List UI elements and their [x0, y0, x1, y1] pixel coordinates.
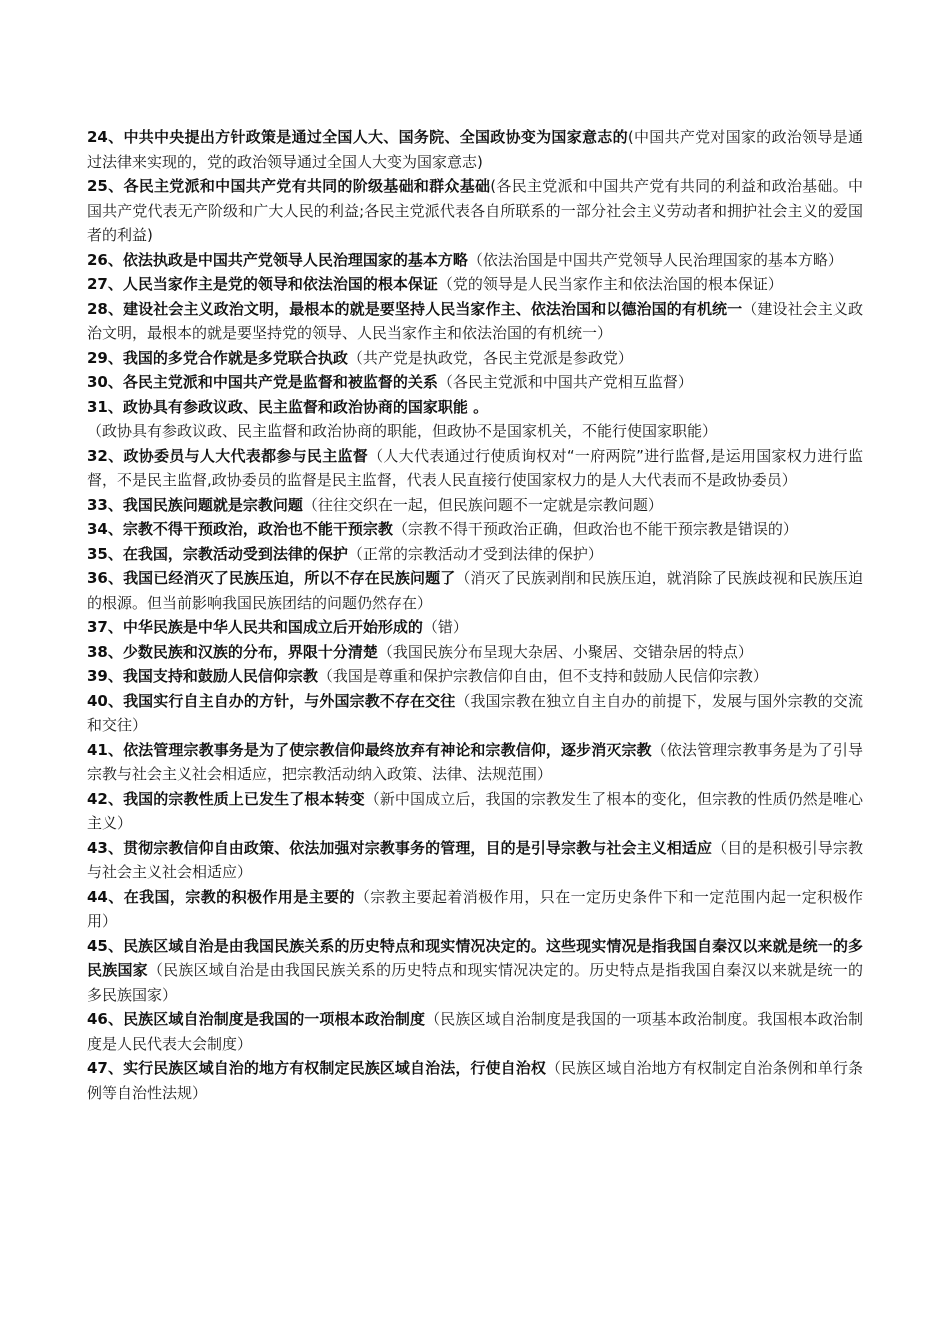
statement: 40、我国实行自主自办的方针，与外国宗教不存在交往: [87, 691, 456, 710]
correction-note: （民族区域自治是由我国民族关系的历史特点和现实情况决定的。历史特点是指我国自秦汉以来就是统一的多民族国家）: [87, 961, 863, 1004]
statement: 38、少数民族和汉族的分布，界限十分清楚: [87, 642, 378, 661]
correction-note: （党的领导是人民当家作主和依法治国的根本保证）: [437, 275, 783, 293]
statement: 37、中华民族是中华人民共和国成立后开始形成的: [87, 618, 423, 636]
list-item: [87, 444, 863, 493]
statement: 33、我国民族问题就是宗教问题: [87, 495, 303, 514]
correction-note: （建设社会主义政治文明，最根本的就是要坚持党的领导、人民当家作主和依法治国的有机统一）: [87, 299, 863, 342]
list-item: [87, 615, 863, 640]
statement: 44、在我国，宗教的积极作用是主要的: [87, 887, 355, 906]
correction-note-line: （政协具有参政议政、民主监督和政治协商的职能，但政协不是国家机关，不能行使国家职能）: [87, 422, 718, 440]
list-item: [87, 934, 863, 1008]
correction-note: （民族区域自治地方有权制定自治条例和单行条例等自治性法规）: [87, 1059, 863, 1102]
statement: 35、在我国，宗教活动受到法律的保护: [87, 544, 348, 563]
list-item: [87, 787, 863, 836]
correction-note: (各民主党派和中国共产党有共同的利益和政治基础。中国共产党代表无产阶级和广大人民的利益;各民主党派代表各自所联系的一部分社会主义劳动者和拥护社会主义的爱国者的利益): [87, 177, 863, 244]
correction-note: （我国是尊重和保护宗教信仰自由，但不支持和鼓励人民信仰宗教）: [317, 667, 768, 685]
statement: 39、我国支持和鼓励人民信仰宗教: [87, 667, 318, 685]
statement: 25、各民主党派和中国共产党有共同的阶级基础和群众基础: [87, 177, 491, 195]
list-item: [87, 370, 863, 395]
correction-note: （依法治国是中国共产党领导人民治理国家的基本方略）: [467, 250, 843, 269]
correction-note: （依法管理宗教事务是为了引导宗教与社会主义社会相适应，把宗教活动纳入政策、法律、法规范围）: [87, 740, 863, 783]
list-item: [87, 640, 863, 665]
list-item: [87, 493, 863, 518]
list-item: [87, 1007, 863, 1056]
correction-note: （往往交织在一起，但民族问题不一定就是宗教问题）: [302, 495, 663, 514]
list-item: [87, 542, 863, 567]
statement: 29、我国的多党合作就是多党联合执政: [87, 348, 348, 367]
list-item: [87, 174, 863, 248]
statement: 42、我国的宗教性质上已发生了根本转变: [87, 789, 365, 808]
statement: 28、建设社会主义政治文明，最根本的就是要坚持人民当家作主、依法治国和以德治国的有机统一: [87, 299, 743, 318]
statement: 32、政协委员与人大代表都参与民主监督: [87, 446, 369, 465]
correction-note: （共产党是执政党，各民主党派是参政党）: [347, 348, 633, 367]
statement: 41、依法管理宗教事务是为了使宗教信仰最终放弃有神论和宗教信仰，逐步消灭宗教: [87, 740, 652, 759]
statement: 26、依法执政是中国共产党领导人民治理国家的基本方略: [87, 250, 468, 269]
list-item: [87, 517, 863, 542]
list-item: [87, 346, 863, 371]
correction-note: (中国共产党对国家的政治领导是通过法律来实现的，党的政治领导通过全国人大变为国家意志): [87, 128, 863, 171]
correction-note: （我国宗教在独立自主自办的前提下，发展与国外宗教的交流和交往）: [87, 691, 863, 734]
list-item: [87, 297, 863, 346]
correction-note: （宗教不得干预政治正确，但政治也不能干预宗教是错误的）: [392, 520, 798, 538]
list-item: [87, 248, 863, 273]
statement: 24、中共中央提出方针政策是通过全国人大、国务院、全国政协变为国家意志的: [87, 128, 628, 146]
statement: 34、宗教不得干预政治，政治也不能干预宗教: [87, 520, 393, 538]
statement: 43、贯彻宗教信仰自由政策、依法加强对宗教事务的管理，目的是引导宗教与社会主义相适应: [87, 838, 713, 857]
correction-note: （消灭了民族剥削和民族压迫，就消除了民族歧视和民族压迫的根源。但当前影响我国民族团结的问题仍然存在）: [87, 569, 863, 612]
correction-note: （我国民族分布呈现大杂居、小聚居、交错杂居的特点）: [377, 642, 753, 661]
correction-note: （正常的宗教活动才受到法律的保护）: [347, 544, 603, 563]
correction-note: （各民主党派和中国共产党相互监督）: [437, 373, 693, 391]
list-item: [87, 395, 863, 420]
list-item: [87, 836, 863, 885]
document-body: [87, 125, 863, 1105]
statement: 31、政协具有参政议政、民主监督和政治协商的国家职能 。: [87, 397, 489, 416]
correction-note: （人大代表通过行使质询权对“一府两院”进行监督,是运用国家权力进行监督，不是民主监督,政协委员的监督是民主监督，代表人民直接行使国家权力的是人大代表而不是政协委员）: [87, 446, 863, 489]
statement: 46、民族区域自治制度是我国的一项根本政治制度: [87, 1010, 426, 1028]
statement: 27、人民当家作主是党的领导和依法治国的根本保证: [87, 275, 438, 293]
list-item: [87, 125, 863, 174]
correction-note: （目的是积极引导宗教与社会主义社会相适应）: [87, 838, 863, 881]
list-item: [87, 272, 863, 297]
correction-note: （宗教主要起着消极作用，只在一定历史条件下和一定范围内起一定积极作用）: [87, 887, 863, 930]
list-item: [87, 885, 863, 934]
list-item: [87, 566, 863, 615]
correction-note: （错）: [422, 618, 468, 636]
statement: 36、我国已经消灭了民族压迫，所以不存在民族问题了: [87, 569, 456, 587]
statement: 45、民族区域自治是由我国民族关系的历史特点和现实情况决定的。这些现实情况是指我国自秦汉以来就是统一的多民族国家: [87, 936, 863, 979]
list-item: [87, 664, 863, 689]
list-item: [87, 738, 863, 787]
correction-note: （新中国成立后，我国的宗教发生了根本的变化，但宗教的性质仍然是唯心主义）: [87, 789, 863, 832]
list-item: [87, 1056, 863, 1105]
correction-note: （民族区域自治制度是我国的一项基本政治制度。我国根本政治制度是人民代表大会制度）: [87, 1010, 863, 1053]
list-item: [87, 689, 863, 738]
statement: 47、实行民族区域自治的地方有权制定民族区域自治法，行使自治权: [87, 1059, 546, 1077]
statement: 30、各民主党派和中国共产党是监督和被监督的关系: [87, 373, 438, 391]
